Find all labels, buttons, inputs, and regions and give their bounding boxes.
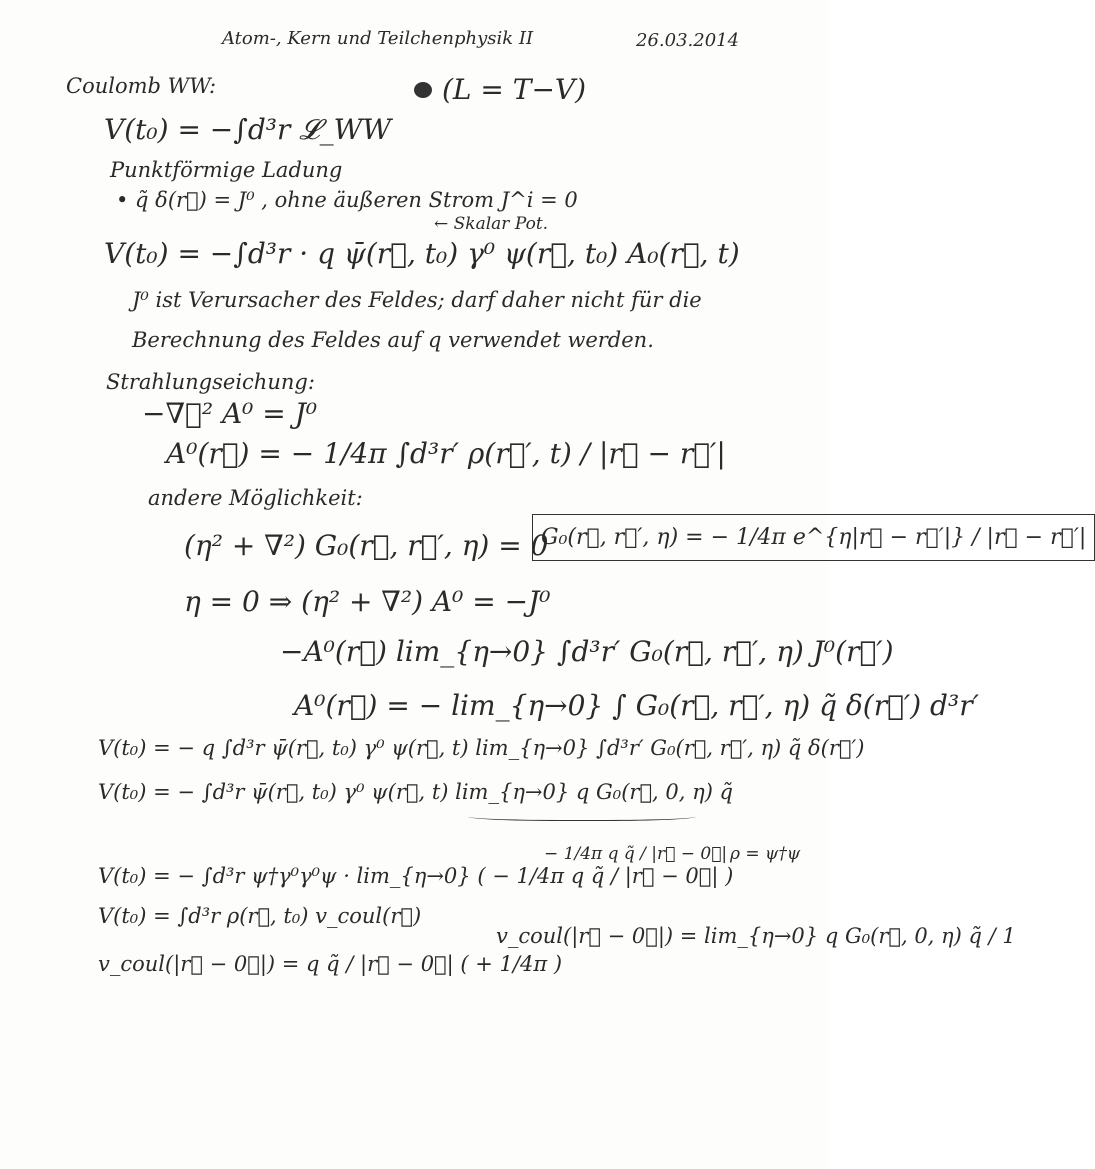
equation-helmholtz: (η² + ∇²) G₀(r⃗, r⃗′, η) = 0	[184, 529, 549, 562]
equation-vcoul-limit: v_coul(|r⃗ − 0⃗|) = lim_{η→0} q G₀(r⃗, 0, η) q̃ / 1	[496, 924, 1016, 948]
note-source-field: J⁰ ist Verursacher des Feldes; darf daher nicht für die	[132, 288, 702, 312]
equation-potential-3: V(t₀) = − q ∫d³r ψ̄(r⃗, t₀) γ⁰ ψ(r⃗, t) lim_{η→0} ∫d³r′ G₀(r⃗, r⃗′, η) q̃ δ(r⃗′)	[98, 736, 865, 760]
equation-a0-limit: −A⁰(r⃗) lim_{η→0} ∫d³r′ G₀(r⃗, r⃗′, η) J⁰(r⃗′)	[280, 635, 894, 668]
equation-potential-2: V(t₀) = −∫d³r · q ψ̄(r⃗, t₀) γ⁰ ψ(r⃗, t₀) A₀(r⃗, t)	[104, 237, 740, 270]
lagrangian-note: (L = T−V)	[442, 73, 587, 106]
coulomb-fraction: − 1/4π q q̃ / |r⃗ − 0⃗|	[544, 844, 728, 864]
equation-potential-1: V(t₀) = −∫d³r 𝓛_WW	[104, 113, 392, 146]
section-heading-coulomb: Coulomb WW:	[66, 74, 217, 98]
equation-potential-density: V(t₀) = ∫d³r ρ(r⃗, t₀) v_coul(r⃗)	[98, 904, 422, 928]
subheading-point-charge: Punktförmige Ladung	[110, 158, 343, 182]
date-label: 26.03.2014	[636, 30, 740, 51]
subheading-other-possibility: andere Möglichkeit:	[148, 486, 363, 510]
course-title: Atom-, Kern und Teilchenphysik II	[222, 28, 534, 49]
equation-a0-solution: A⁰(r⃗) = − 1/4π ∫d³r′ ρ(r⃗′, t) / |r⃗ − r⃗′|	[166, 437, 726, 470]
note-source-field-cont: Berechnung des Feldes auf q verwendet werden.	[132, 328, 654, 352]
equation-potential-5: V(t₀) = − ∫d³r ψ†γ⁰γ⁰ψ · lim_{η→0} ( − 1/4π q q̃ / |r⃗ − 0⃗| )	[98, 864, 734, 888]
equation-eta-zero: η = 0 ⇒ (η² + ∇²) A⁰ = −J⁰	[184, 585, 551, 618]
equation-potential-4: V(t₀) = − ∫d³r ψ̄(r⃗, t₀) γ⁰ ψ(r⃗, t) lim_{η→0} q G₀(r⃗, 0, η) q̃	[98, 780, 734, 804]
subheading-radiation-gauge: Strahlungseichung:	[106, 370, 315, 394]
boxed-greens-function: G₀(r⃗, r⃗′, η) = − 1/4π e^{η|r⃗ − r⃗′|} / |r⃗ − r⃗′|	[532, 514, 1095, 561]
equation-a0-delta: A⁰(r⃗) = − lim_{η→0} ∫ G₀(r⃗, r⃗′, η) q̃ δ(r⃗′) d³r′	[294, 689, 979, 722]
note-charge-density: • q̃ δ(r⃗) = J⁰ , ohne äußeren Strom J^i = 0	[116, 188, 578, 212]
annotation-scalar-potential: ← Skalar Pot.	[434, 214, 549, 234]
density-definition: ρ = ψ†ψ	[730, 844, 801, 864]
equation-poisson: −∇⃗² A⁰ = J⁰	[142, 397, 318, 430]
underline-mark	[468, 810, 696, 821]
equation-vcoul-result: v_coul(|r⃗ − 0⃗|) = q q̃ / |r⃗ − 0⃗| ( + 1/4π )	[98, 952, 563, 976]
crossed-out-mark	[414, 82, 432, 98]
